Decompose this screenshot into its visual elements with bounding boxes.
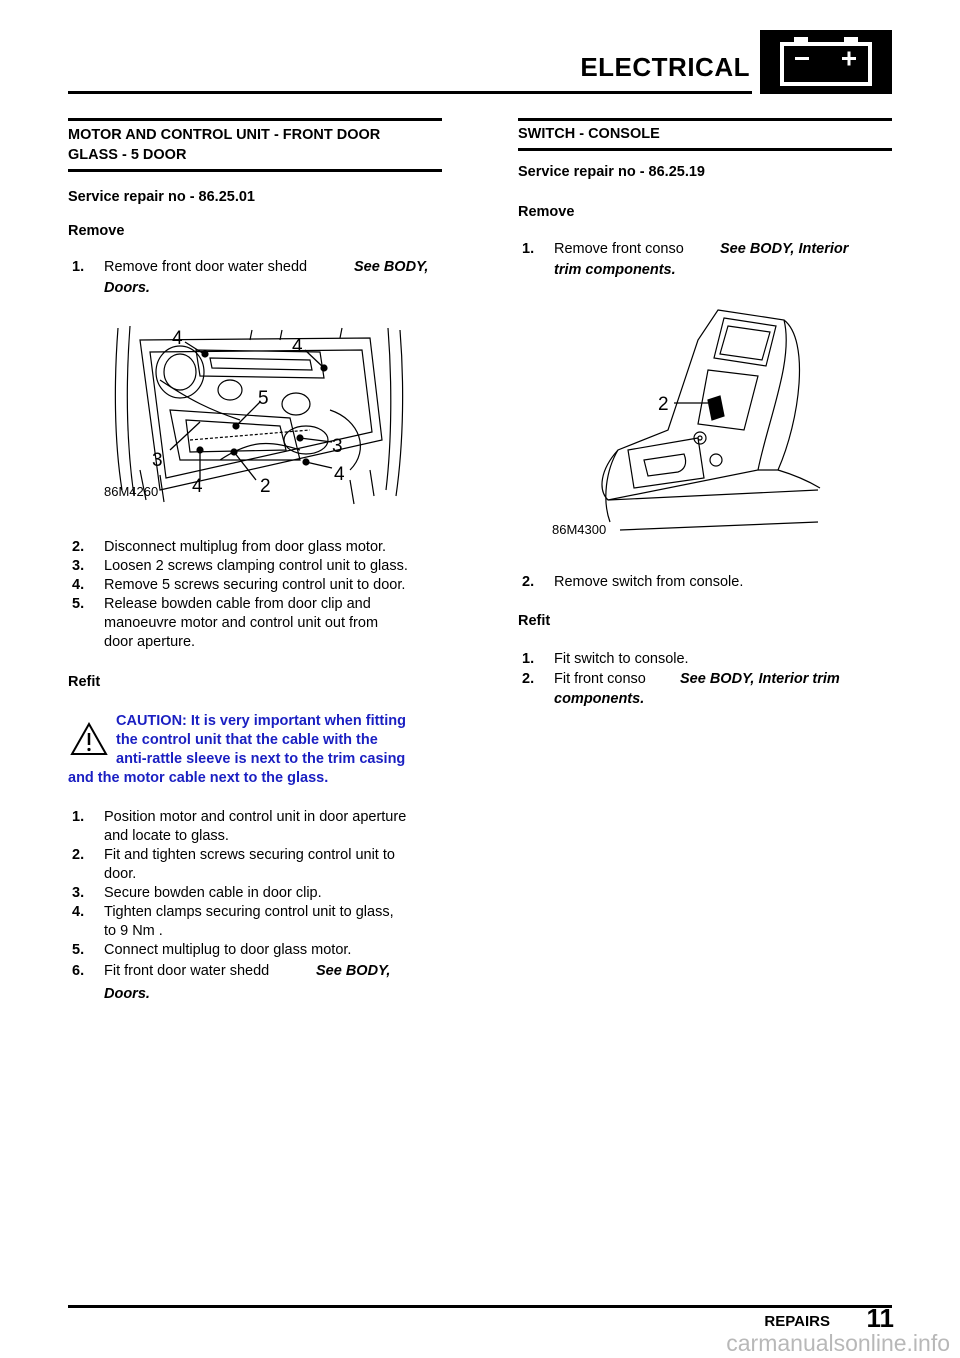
step-number: 1.: [72, 259, 85, 275]
battery-symbol-icon: [760, 30, 892, 94]
step-text: Remove switch from console.: [554, 574, 744, 590]
cross-reference-link[interactable]: Doors.: [104, 280, 150, 296]
step-number: 2.: [522, 574, 535, 590]
figure-callout: 2: [260, 476, 271, 497]
cross-reference-link[interactable]: trim components.: [554, 262, 676, 278]
right-service-number: Service repair no - 86.25.19: [518, 164, 705, 180]
step-text: Remove front door water shedd: [104, 259, 308, 275]
step-number: 5.: [72, 942, 85, 958]
step-number: 3.: [72, 558, 85, 574]
step-number: 6.: [72, 963, 85, 979]
step-text: door aperture.: [104, 634, 196, 650]
figure-callout: 3: [152, 450, 163, 471]
left-title-line-2: GLASS - 5 DOOR: [68, 147, 187, 163]
cross-reference-link[interactable]: See BODY, Interior trim: [680, 671, 840, 687]
right-refit-heading: Refit: [518, 613, 551, 629]
caution-line-4: and the motor cable next to the glass.: [68, 770, 329, 786]
left-refit-heading: Refit: [68, 674, 101, 690]
step-number: 2.: [522, 671, 535, 687]
step-number: 1.: [522, 651, 535, 667]
cross-reference-link[interactable]: See BODY,: [316, 963, 391, 979]
step-text: door.: [104, 866, 137, 882]
step-number: 4.: [72, 577, 85, 593]
step-number: 4.: [72, 904, 85, 920]
step-number: 2.: [72, 539, 85, 555]
cross-reference-link[interactable]: See BODY, Interior: [720, 241, 849, 257]
left-remove-heading: Remove: [68, 223, 125, 239]
step-number: 5.: [72, 596, 85, 612]
step-number: 3.: [72, 885, 85, 901]
left-section-title: [68, 125, 448, 165]
figure-callout: 4: [172, 328, 183, 349]
right-section-bottom-rule: [518, 148, 892, 151]
battery-icon: [760, 30, 892, 94]
step-text: Fit and tighten screws securing control unit to: [104, 847, 395, 863]
step-text: Position motor and control unit in door aperture: [104, 809, 407, 825]
footer-section-label: REPAIRS: [764, 1313, 830, 1330]
step-number: 2.: [72, 847, 85, 863]
step-text: Remove 5 screws securing control unit to door.: [104, 577, 406, 593]
step-text: Tighten clamps securing control unit to glass,: [104, 904, 394, 920]
step-text: Connect multiplug to door glass motor.: [104, 942, 352, 958]
step-number: 1.: [522, 241, 535, 257]
right-section-top-rule: [518, 118, 892, 121]
footer-rule: [68, 1305, 892, 1308]
figure-code: 86M4260: [104, 484, 159, 499]
step-text: manoeuvre motor and control unit out from: [104, 615, 379, 631]
left-title-line-1: MOTOR AND CONTROL UNIT - FRONT DOOR: [68, 127, 381, 143]
step-text: Fit front conso: [554, 671, 646, 687]
step-text: Release bowden cable from door clip and: [104, 596, 371, 612]
left-section-top-rule: [68, 118, 442, 121]
step-text: Fit switch to console.: [554, 651, 689, 667]
door-motor-figure: [100, 320, 412, 510]
caution-line-2: the control unit that the cable with the: [116, 732, 378, 748]
caution-line-3: anti-rattle sleeve is next to the trim casing: [116, 751, 406, 767]
right-remove-heading: Remove: [518, 204, 575, 220]
step-text: and locate to glass.: [104, 828, 229, 844]
page-header-title: ELECTRICAL: [580, 52, 750, 82]
step-number: 1.: [72, 809, 85, 825]
figure-code: 86M4300: [552, 522, 607, 537]
step-text: Loosen 2 screws clamping control unit to glass.: [104, 558, 408, 574]
step-text: Fit front door water shedd: [104, 963, 270, 979]
caution-line-1: CAUTION: It is very important when fitting: [116, 713, 407, 729]
left-section-bottom-rule: [68, 169, 442, 172]
console-figure: [548, 300, 838, 540]
cross-reference-link[interactable]: components.: [554, 691, 645, 707]
figure-callout: 4: [192, 476, 203, 497]
cross-reference-link[interactable]: Doors.: [104, 986, 150, 1002]
step-text: Remove front conso: [554, 241, 684, 257]
figure-callout: 4: [334, 464, 345, 485]
warning-triangle-icon: [70, 722, 108, 756]
watermark: carmanualsonline.info: [726, 1330, 950, 1356]
step-text: to 9 Nm .: [104, 923, 163, 939]
figure-callout: 3: [332, 436, 343, 457]
step-text: Disconnect multiplug from door glass motor.: [104, 539, 387, 555]
right-section-title: SWITCH - CONSOLE: [518, 126, 660, 142]
page-number: 11: [866, 1303, 894, 1333]
step-text: Secure bowden cable in door clip.: [104, 885, 322, 901]
header-rule: [68, 91, 752, 94]
cross-reference-link[interactable]: See BODY,: [354, 259, 429, 275]
left-service-number: Service repair no - 86.25.01: [68, 189, 255, 205]
figure-callout: 2: [658, 394, 669, 415]
figure-callout: 4: [292, 336, 303, 357]
figure-callout: 5: [258, 388, 269, 409]
